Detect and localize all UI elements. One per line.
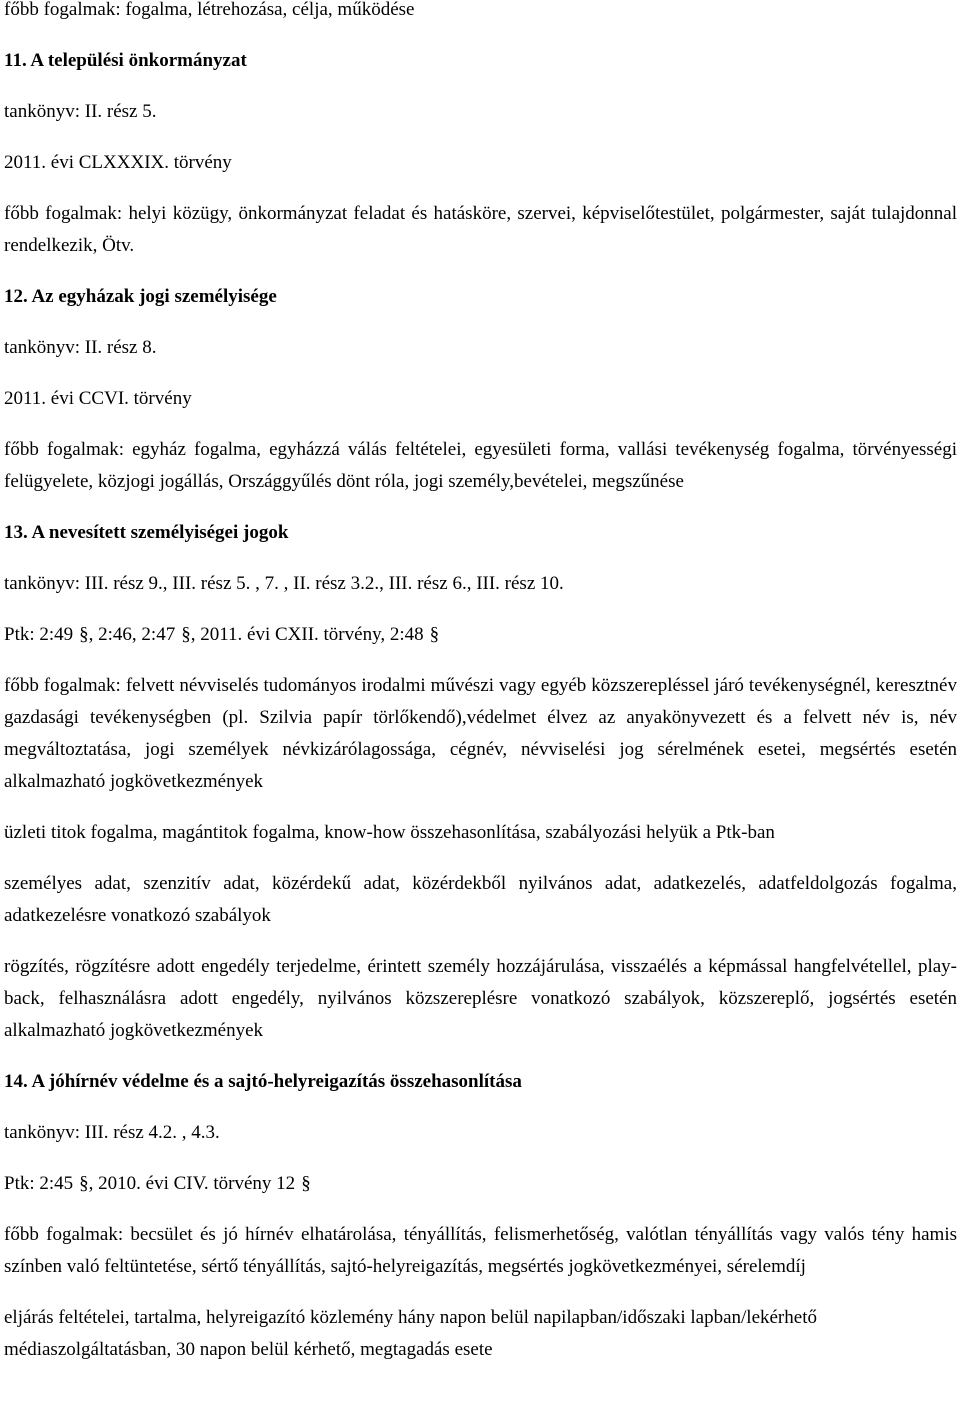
section-sign: § [79, 624, 89, 645]
section-11-law: 2011. évi CLXXXIX. törvény [4, 152, 232, 173]
section-11-concepts: főbb fogalmak: helyi közügy, önkormányzat feladat és hatásköre, szervei, képviselőtestület, polgármester, saját tulajdonnal rendelkezik, Ötv. [4, 203, 957, 256]
section-12-textbook: tankönyv: II. rész 8. [4, 337, 157, 358]
law-ref-ptk-249: Ptk: 2:49 [4, 624, 74, 645]
section-14-concepts: főbb fogalmak: becsület és jó hírnév elhatárolása, tényállítás, felismerhetőség, valótlan tényállítás vagy valós tény hamis színben való feltüntetése, sértő tényállítás, sajtó-helyreigazítás, megsértés jogkövetkezményei, sérelemdíj [4, 1224, 957, 1277]
section-14-heading: 14. A jóhírnév védelme és a sajtó-helyreigazítás összehasonlítása [4, 1071, 522, 1092]
section-14-procedure: eljárás feltételei, tartalma, helyreigazító közlemény hány napon belül napilapban/időszaki lapban/lekérhető médiaszolgáltatásban, 30 napon belül kérhető, megtagadás esete [4, 1307, 817, 1360]
section-13-recording: rögzítés, rögzítésre adott engedély terjedelme, érintett személy hozzájárulása, visszaélés a képmással hangfelvétellel, play-back, felhasználásra adott engedély, nyilvános közszereplésre vonatkozó szabályok, közszereplő, jogsértés esetén alkalmazható jogkövetkezmények [4, 956, 957, 1041]
section-14-law [4, 1168, 957, 1200]
section-13-law [4, 619, 957, 651]
section-sign: § [181, 624, 191, 645]
law-ref-civ-12: , 2010. évi CIV. törvény 12 [88, 1173, 296, 1194]
section-13-personal-data: személyes adat, szenzitív adat, közérdekű adat, közérdekből nyilvános adat, adatkezelés, adatfeldolgozás fogalma, adatkezelésre vonatkozó szabályok [4, 873, 957, 926]
section-14-textbook: tankönyv: III. rész 4.2. , 4.3. [4, 1122, 220, 1143]
section-12-concepts: főbb fogalmak: egyház fogalma, egyházzá válás feltételei, egyesületi forma, vallási tevékenység fogalma, törvényességi felügyelete, közjogi jogállás, Országgyűlés dönt róla, jogi személy,bevételei, megszűnése [4, 439, 957, 492]
section-11-heading: 11. A települési önkormányzat [4, 50, 247, 71]
section-13-textbook: tankönyv: III. rész 9., III. rész 5. , 7. , II. rész 3.2., III. rész 6., III. rész 10. [4, 573, 564, 594]
section-12-law: 2011. évi CCVI. törvény [4, 388, 192, 409]
section-sign: § [79, 1173, 89, 1194]
document-page [4, 0, 957, 1385]
section-13-heading: 13. A nevesített személyiségei jogok [4, 522, 289, 543]
law-ref-ptk-245: Ptk: 2:45 [4, 1173, 74, 1194]
law-ref-ptk-246-247: , 2:46, 2:47 [88, 624, 176, 645]
section-13-trade-secret: üzleti titok fogalma, magántitok fogalma, know-how összehasonlítása, szabályozási helyük a Ptk-ban [4, 822, 775, 843]
law-ref-cxii-248: , 2011. évi CXII. törvény, 2:48 [190, 624, 424, 645]
section-13-concepts: főbb fogalmak: felvett névviselés tudományos irodalmi művészi vagy egyéb közszerepléssel járó tevékenységnél, keresztnév gazdasági tevékenységben (pl. Szilvia papír törlőkendő),védelmet élvez az anyakönyvezett és a felvett név is, név megváltoztatása, jogi személyek névkizárólagossága, cégnév, névviselési jog sérelmének esetei, megsértés esetén alkalmazható jogkövetkezmények [4, 675, 957, 792]
section-sign: § [301, 1173, 311, 1194]
section-sign: § [429, 624, 440, 645]
intro-concepts-line: főbb fogalmak: fogalma, létrehozása, célja, működése [4, 0, 415, 20]
section-11-textbook: tankönyv: II. rész 5. [4, 101, 157, 122]
section-12-heading: 12. Az egyházak jogi személyisége [4, 286, 277, 307]
